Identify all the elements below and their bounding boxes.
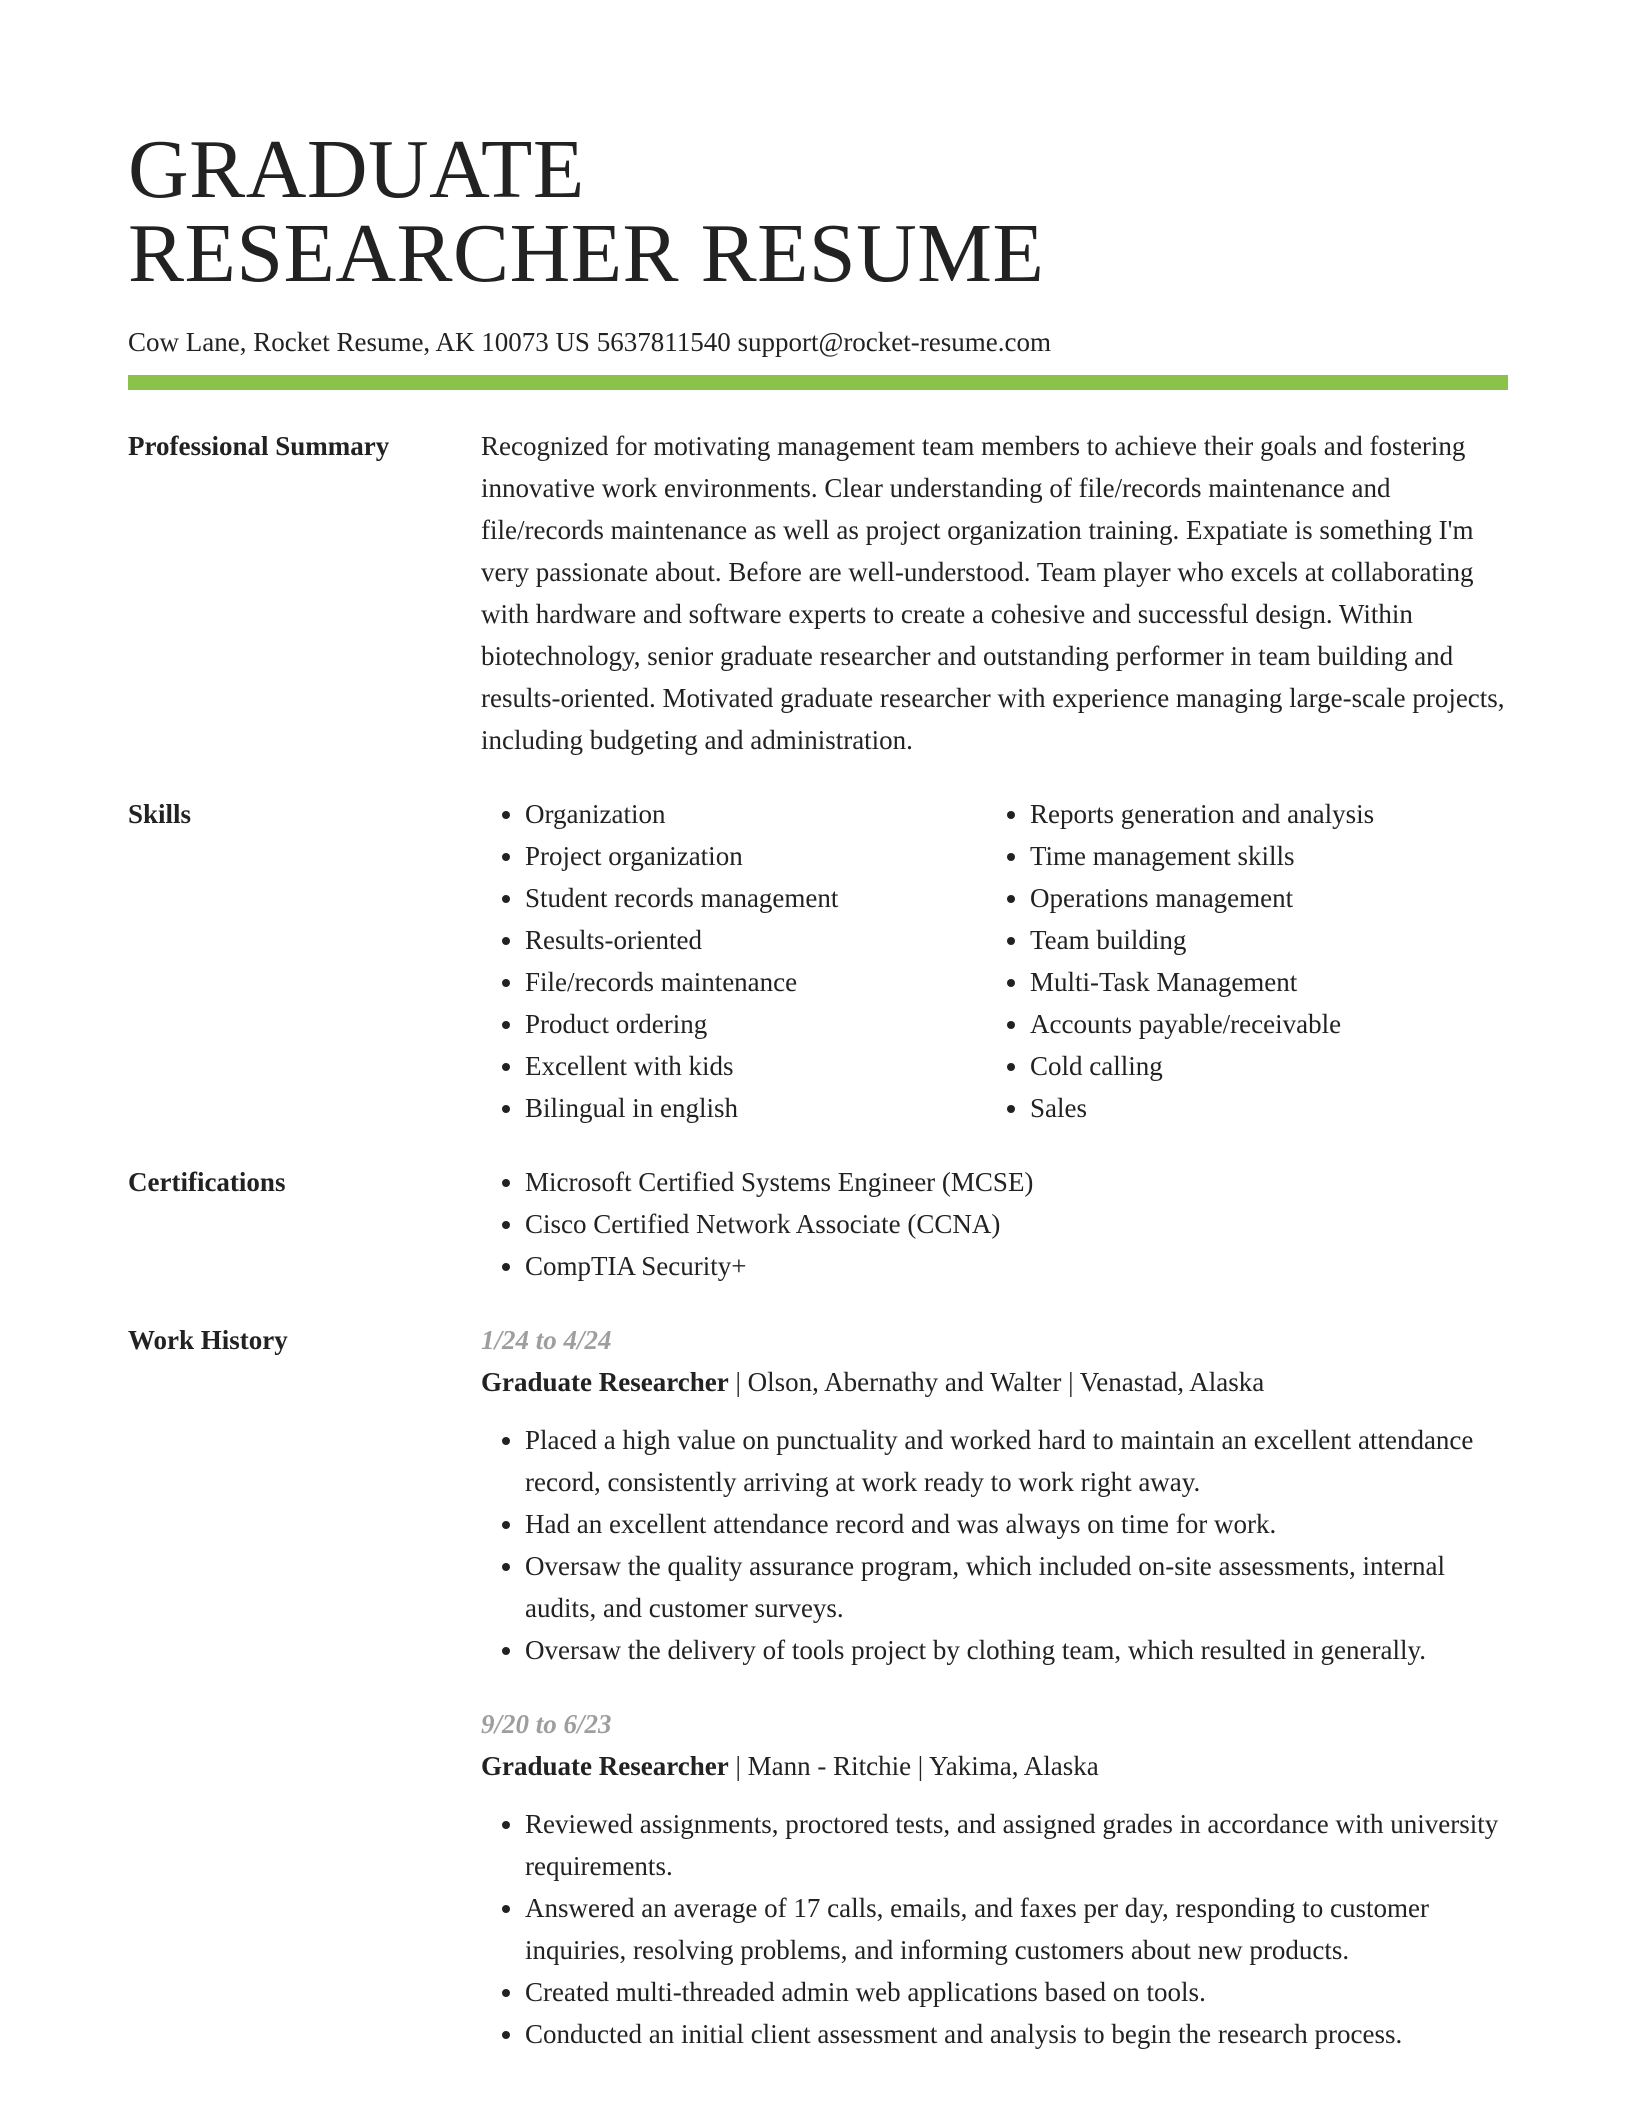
work-history-label: Work History <box>128 1325 288 1355</box>
job-details: | Olson, Abernathy and Walter | Venastad, Alaska <box>728 1367 1265 1397</box>
job-bullet: • Had an excellent attendance record and was always on time for work. <box>525 1503 1508 1545</box>
work-history-content <box>481 1319 1508 2055</box>
job-bullet: • Answered an average of 17 calls, emails, and faxes per day, responding to customer inquiries, resolving problems, and informing customers about new products. <box>525 1887 1508 1971</box>
job-bullets <box>481 1419 1508 1671</box>
summary-section <box>128 425 1508 761</box>
summary-text: Recognized for motivating management team members to achieve their goals and fostering innovative work environments. Clear understanding of file/records maintenance and file/records maintenance as well as project organization training. Expatiate is something I'm very passionate about. Before are well-understood. Team player who excels at collaborating with hardware and software experts to create a cohesive and successful design. Within biotechnology, senior graduate researcher and outstanding performer in team building and results-oriented. Motivated graduate researcher with experience managing large-scale projects, including budgeting and administration. <box>481 431 1505 755</box>
skill-item: • Multi-Task Management <box>1030 961 1491 1003</box>
certification-item: • Microsoft Certified Systems Engineer (MCSE) <box>525 1161 1508 1203</box>
skills-label: Skills <box>128 799 192 829</box>
skill-item: • Excellent with kids <box>525 1045 986 1087</box>
resume-title <box>128 0 1508 300</box>
skill-item: • Reports generation and analysis <box>1030 793 1491 835</box>
skill-item: • Time management skills <box>1030 835 1491 877</box>
job-date: 1/24 to 4/24 <box>481 1325 612 1355</box>
contact-line: Cow Lane, Rocket Resume, AK 10073 US 5637811540 support@rocket-resume.com <box>128 327 1051 357</box>
job-role: Graduate Researcher <box>481 1751 729 1781</box>
skill-item: • Cold calling <box>1030 1045 1491 1087</box>
job-entry <box>481 1319 1508 1671</box>
skill-item: • Bilingual in english <box>525 1087 986 1129</box>
skills-section <box>128 793 1508 1129</box>
resume-page <box>128 0 1508 2055</box>
certifications-label: Certifications <box>128 1167 286 1197</box>
title-line-2: RESEARCHER RESUME <box>128 207 1045 300</box>
job-role: Graduate Researcher <box>481 1367 729 1397</box>
skills-content <box>481 793 1508 1129</box>
certifications-list <box>481 1161 1508 1287</box>
skills-grid <box>481 793 1508 1129</box>
skill-item: • File/records maintenance <box>525 961 986 1003</box>
skill-item: • Student records management <box>525 877 986 919</box>
skill-item: • Sales <box>1030 1087 1491 1129</box>
work-history-section <box>128 1319 1508 2055</box>
accent-divider <box>128 375 1508 390</box>
skills-column-right <box>986 793 1491 1129</box>
skill-item: • Project organization <box>525 835 986 877</box>
skills-column-left <box>481 793 986 1129</box>
job-bullet: • Oversaw the quality assurance program, which included on-site assessments, internal audits, and customer surveys. <box>525 1545 1508 1629</box>
summary-content <box>481 425 1508 761</box>
job-entry <box>481 1703 1508 2055</box>
job-bullet: • Oversaw the delivery of tools project by clothing team, which resulted in generally. <box>525 1629 1508 1671</box>
skills-list-right <box>986 793 1491 1129</box>
job-bullet: • Conducted an initial client assessment and analysis to begin the research process. <box>525 2013 1508 2055</box>
job-bullet: • Created multi-threaded admin web applications based on tools. <box>525 1971 1508 2013</box>
certification-item: • CompTIA Security+ <box>525 1245 1508 1287</box>
title-line-1: GRADUATE <box>128 123 585 216</box>
job-bullets <box>481 1803 1508 2055</box>
certification-item: • Cisco Certified Network Associate (CCNA) <box>525 1203 1508 1245</box>
job-bullet: • Placed a high value on punctuality and worked hard to maintain an excellent attendance record, consistently arriving at work ready to work right away. <box>525 1419 1508 1503</box>
skill-item: • Team building <box>1030 919 1491 961</box>
skill-item: • Organization <box>525 793 986 835</box>
job-heading <box>481 1745 1508 1787</box>
job-heading <box>481 1361 1508 1403</box>
skill-item: • Product ordering <box>525 1003 986 1045</box>
certifications-content <box>481 1161 1508 1287</box>
skill-item: • Accounts payable/receivable <box>1030 1003 1491 1045</box>
job-date: 9/20 to 6/23 <box>481 1709 612 1739</box>
job-details: | Mann - Ritchie | Yakima, Alaska <box>728 1751 1099 1781</box>
job-bullet: • Reviewed assignments, proctored tests, and assigned grades in accordance with university requirements. <box>525 1803 1508 1887</box>
certifications-section <box>128 1161 1508 1287</box>
skill-item: • Results-oriented <box>525 919 986 961</box>
skill-item: • Operations management <box>1030 877 1491 919</box>
skills-list-left <box>481 793 986 1129</box>
summary-label: Professional Summary <box>128 431 390 461</box>
